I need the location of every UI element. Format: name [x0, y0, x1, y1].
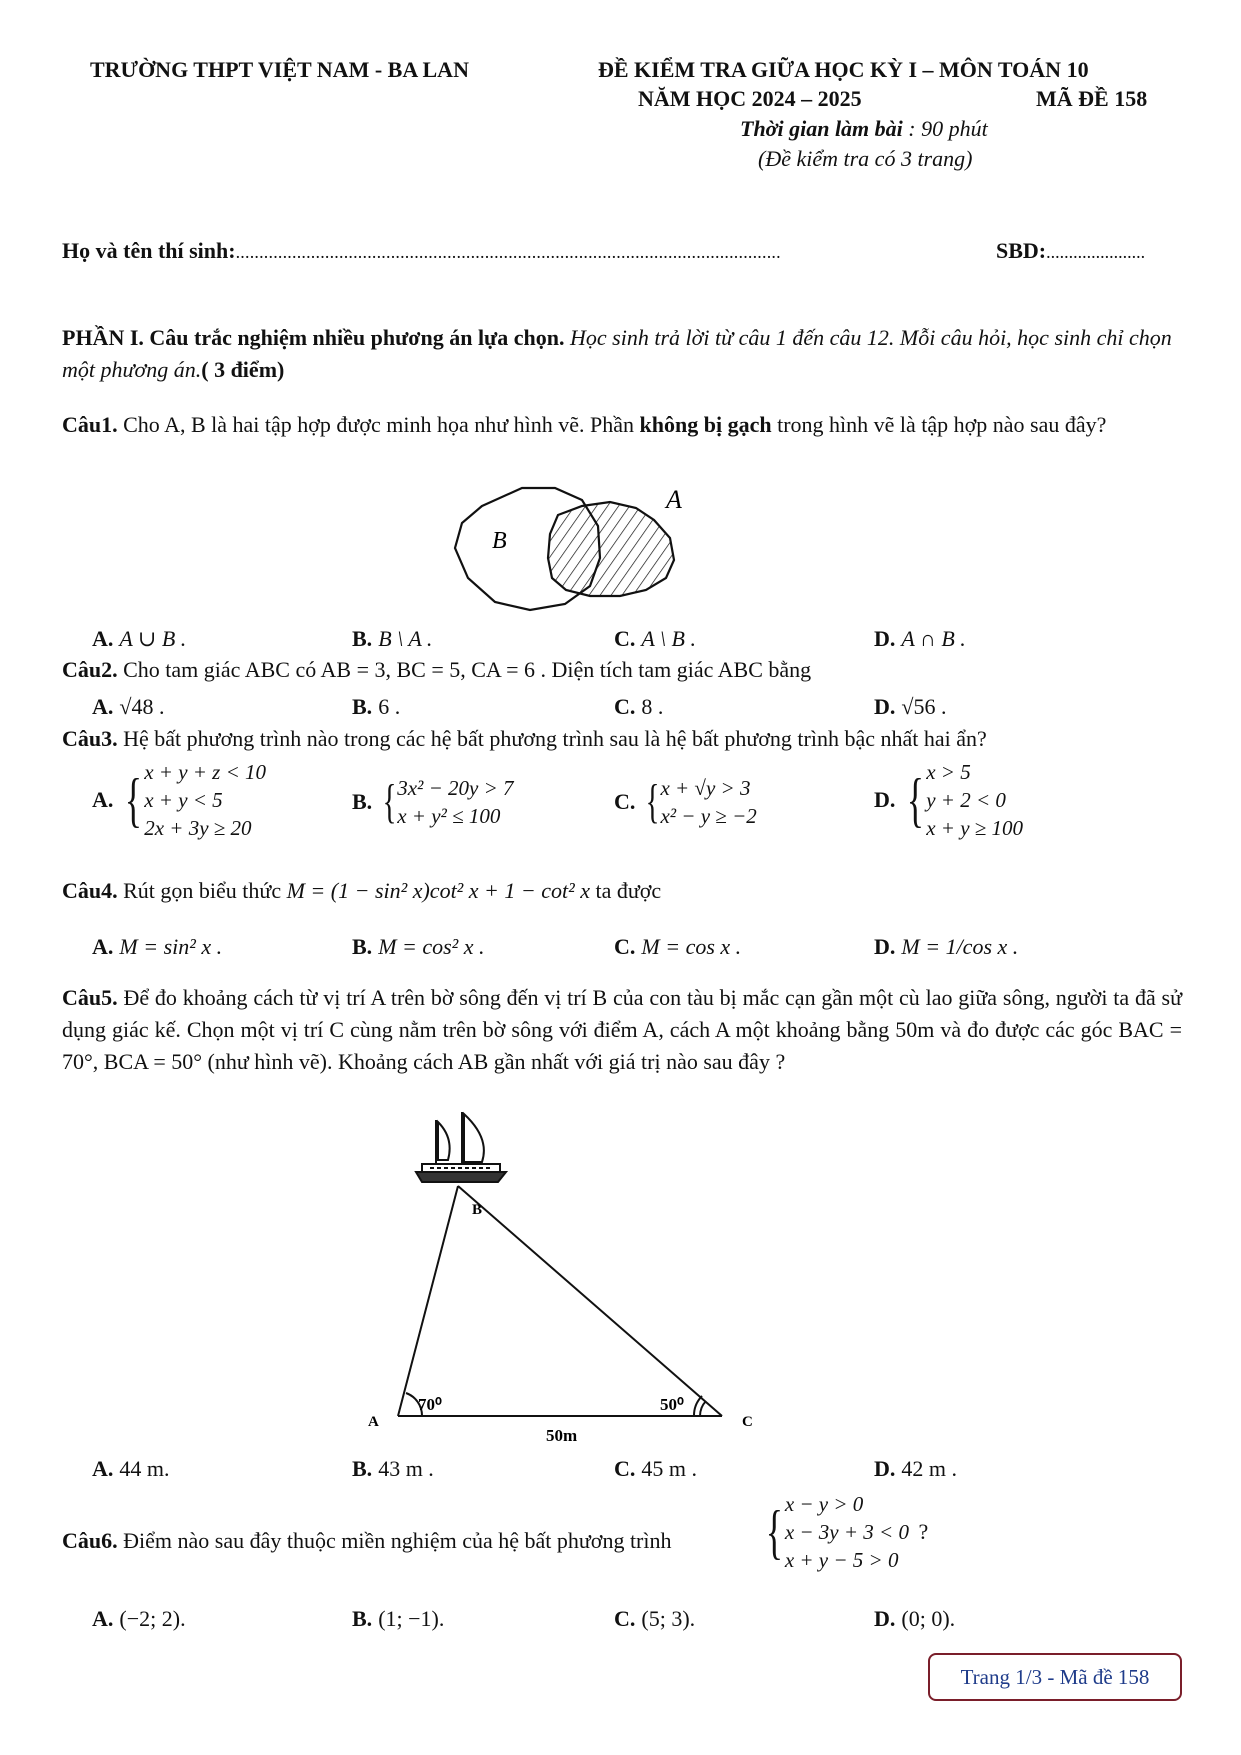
q4-option-a[interactable]: A. M = sin² x . — [92, 934, 223, 959]
question-1 — [62, 408, 1182, 441]
q3-system-d: x > 5 y + 2 < 0 x + y ≥ 100 — [926, 760, 1024, 840]
point-c-label: C — [742, 1414, 753, 1430]
point-a-label: A — [368, 1414, 379, 1430]
question-4 — [62, 876, 1182, 906]
set-a-shape — [548, 502, 674, 596]
question-2 — [62, 655, 1182, 685]
q1-option-a[interactable]: A. A ∪ B . — [92, 626, 187, 651]
q4-option-d[interactable]: D. M = 1/cos x . — [874, 934, 1019, 959]
q5-option-a[interactable]: A. 44 m. — [92, 1456, 170, 1481]
angle-c-label: 50⁰ — [660, 1395, 684, 1414]
q1-option-b[interactable]: B. B \ A . — [352, 626, 433, 651]
school-name: TRƯỜNG THPT VIỆT NAM - BA LAN — [90, 57, 469, 82]
exam-code: MÃ ĐỀ 158 — [1036, 86, 1148, 111]
student-name-line — [62, 238, 781, 264]
q3-option-b[interactable]: B. {3x² − 20y > 7 x + y² ≤ 100 — [352, 775, 514, 828]
set-b-label: B — [492, 528, 507, 554]
q3-number: Câu3. — [62, 726, 118, 751]
q3-system-a: x + y + z < 10 x + y < 5 2x + 3y ≥ 20 — [144, 760, 267, 840]
part1-instruction: Học sinh trả lời từ câu 1 đến câu 12. Mỗi câu hỏi, học sinh chỉ chọn một phương án. — [62, 325, 1172, 382]
q4-text-a: Rút gọn biểu thức — [123, 878, 282, 903]
set-a-label: A — [666, 485, 682, 514]
page-footer: Trang 1/3 - Mã đề 158 — [928, 1653, 1182, 1701]
q3-system-c: x + √y > 3 x² − y ≥ −2 — [660, 776, 757, 828]
q1-text-a: Cho A, B là hai tập hợp được minh họa như hình vẽ. Phần — [123, 412, 635, 437]
q3-system-b: 3x² − 20y > 7 x + y² ≤ 100 — [397, 776, 514, 828]
q1-option-d[interactable]: D. A ∩ B . — [874, 626, 966, 651]
q6-text: Điểm nào sau đây thuộc miền nghiệm của hệ bất phương trình — [123, 1528, 672, 1553]
part1-title: PHẦN I. Câu trắc nghiệm nhiều phương án lựa chọn. — [62, 325, 565, 350]
part1-points: ( 3 điểm) — [201, 357, 285, 382]
q1-option-c[interactable]: C. A \ B . — [614, 626, 696, 651]
q5-option-b[interactable]: B. 43 m . — [352, 1456, 434, 1481]
q6-number: Câu6. — [62, 1528, 118, 1553]
q2-option-a[interactable]: A. √48 . — [92, 694, 165, 719]
student-name-dots: .................................................................................................................... — [235, 242, 781, 262]
sbd-label: SBD: — [996, 238, 1047, 263]
q3-option-a[interactable]: A. {x + y + z < 10 x + y < 5 2x + 3y ≥ 20 — [92, 760, 267, 840]
q2-option-b[interactable]: B. 6 . — [352, 694, 401, 719]
time-label: Thời gian làm bài — [740, 116, 903, 141]
q6-option-b[interactable]: B. (1; −1). — [352, 1606, 445, 1631]
q6-option-c[interactable]: C. (5; 3). — [614, 1606, 696, 1631]
q6-option-d[interactable]: D. (0; 0). — [874, 1606, 956, 1631]
q3-option-d[interactable]: D. {x > 5 y + 2 < 0 x + y ≥ 100 — [874, 760, 1024, 840]
triangle-abc — [398, 1186, 722, 1416]
q3-text: Hệ bất phương trình nào trong các hệ bất phương trình sau là hệ bất phương trình bậc nhất hai ẩn? — [123, 726, 987, 751]
venn-diagram — [440, 478, 700, 618]
q6-option-a[interactable]: A. (−2; 2). — [92, 1606, 186, 1631]
school-year: NĂM HỌC 2024 – 2025 — [638, 86, 862, 111]
q5-text: Để đo khoảng cách từ vị trí A trên bờ sông đến vị trí B của con tàu bị mắc cạn gần một cù lao giữa sông, người ta đã sử dụng giác kế. Chọn một vị trí C cùng nằm trên bờ sông với điểm A, cách A một khoảng bằng 50m và đo được các góc BAC = 70°, BCA = 50° (như hình vẽ). Khoảng cách AB gần nhất với giá trị nào sau đây ? — [62, 985, 1183, 1074]
q6-qmark: ? — [918, 1519, 929, 1544]
q1-number: Câu1. — [62, 412, 118, 437]
q4-option-c[interactable]: C. M = cos x . — [614, 934, 742, 959]
angle-a-label: 70⁰ — [418, 1395, 442, 1414]
q6-system: {x − y > 0 x − 3y + 3 < 0 x + y − 5 > 0 ? — [765, 1492, 929, 1572]
q4-expression: M = (1 − sin² x)cot² x + 1 − cot² x — [286, 878, 590, 903]
sbd-dots: ...................... — [1046, 242, 1146, 262]
time-value: : 90 phút — [908, 116, 988, 141]
q4-number: Câu4. — [62, 878, 118, 903]
side-ac-label: 50m — [546, 1426, 578, 1445]
q4-text-b: ta được — [595, 878, 662, 903]
point-b-label: B — [472, 1202, 483, 1218]
q1-text-b: trong hình vẽ là tập hợp nào sau đây? — [777, 412, 1107, 437]
q2-option-d[interactable]: D. √56 . — [874, 694, 947, 719]
q2-option-c[interactable]: C. 8 . — [614, 694, 664, 719]
boat-icon — [416, 1112, 506, 1182]
q2-number: Câu2. — [62, 657, 118, 682]
q3-option-c[interactable]: C. {x + √y > 3 x² − y ≥ −2 — [614, 775, 757, 828]
pages-note: (Đề kiểm tra có 3 trang) — [758, 146, 973, 171]
exam-time — [740, 116, 988, 142]
q1-text-bold: không bị gạch — [639, 412, 772, 437]
question-3 — [62, 724, 1182, 754]
q4-option-b[interactable]: B. M = cos² x . — [352, 934, 485, 959]
sbd-line — [996, 238, 1145, 264]
q5-option-d[interactable]: D. 42 m . — [874, 1456, 958, 1481]
student-name-label: Họ và tên thí sinh: — [62, 238, 236, 263]
question-6 — [62, 1526, 1182, 1556]
q5-number: Câu5. — [62, 985, 118, 1010]
boat-triangle-figure — [350, 1108, 790, 1448]
q2-text: Cho tam giác ABC có AB = 3, BC = 5, CA = 6 . Diện tích tam giác ABC bằng — [123, 657, 812, 682]
exam-title: ĐỀ KIỂM TRA GIỮA HỌC KỲ I – MÔN TOÁN 10 — [598, 57, 1089, 82]
q5-option-c[interactable]: C. 45 m . — [614, 1456, 698, 1481]
part1-heading — [62, 322, 1182, 386]
question-5 — [62, 982, 1182, 1078]
